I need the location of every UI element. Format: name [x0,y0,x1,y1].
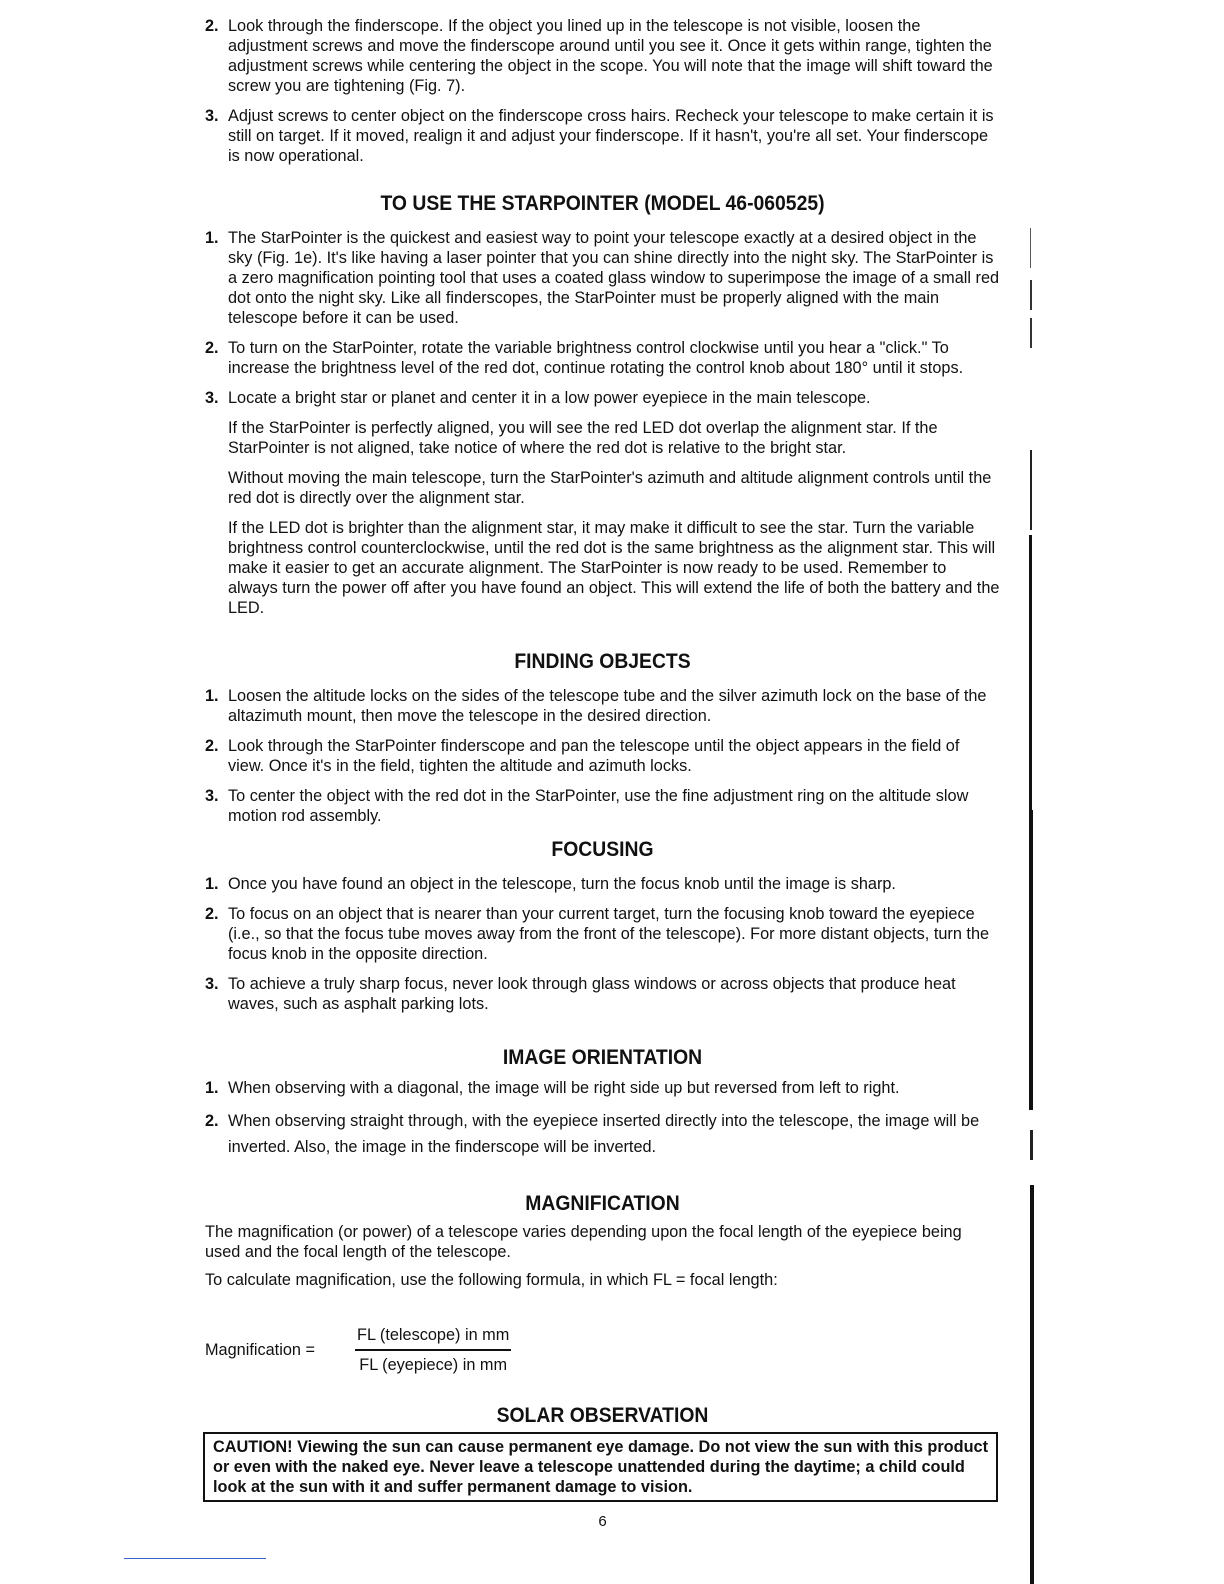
list-item [205,904,1000,964]
step-text: To focus on an object that is nearer than your current target, turn the focusing knob toward the eyepiece (i.e., so that the focus tube moves away from the front of the telescope). For more distant objects, turn the focus knob in the opposite direction. [228,905,990,963]
step-text: Once you have found an object in the telescope, turn the focus knob until the image is sharp. [228,875,896,893]
list-item [205,786,1000,826]
section-heading-solar-observation: SOLAR OBSERVATION [496,1403,709,1427]
list-item [205,736,1000,776]
footnote-rule [124,1558,266,1559]
list-item [205,16,1000,96]
caution-box: CAUTION! Viewing the sun can cause permanent eye damage. Do not view the sun with this product or even with the naked eye. Never leave a telescope unattended during the daytime; a child could look at the sun with it and suffer permanent damage to vision. [203,1432,998,1502]
step-number: 3. [205,107,219,125]
step-text: Adjust screws to center object on the finderscope cross hairs. Recheck your telescope to make certain it is still on target. If it moved, realign it and adjust your finderscope. If it hasn't, you're all set. Your finderscope is now operational. [228,107,994,165]
step-number: 1. [205,687,219,705]
body-paragraph: Without moving the main telescope, turn the StarPointer's azimuth and altitude alignment controls until the red dot is directly over the alignment star. [228,469,992,507]
formula-fraction [355,1325,511,1375]
step-text: Look through the StarPointer finderscope and pan the telescope until the object appears in the field of view. Once it's in the field, tighten the altitude and azimuth locks. [228,737,960,775]
list-item [205,874,1000,894]
magnification-section [205,1222,1000,1382]
step-text: To turn on the StarPointer, rotate the variable brightness control clockwise until you hear a "click." To increase the brightness level of the red dot, continue rotating the control knob about 180° until it stops. [228,339,964,377]
section-heading-magnification: MAGNIFICATION [525,1191,680,1215]
orientation-section [205,1078,1000,1160]
step-number: 1. [205,875,219,893]
section-heading-image-orientation: IMAGE ORIENTATION [502,1045,703,1069]
manual-page [205,16,1000,1532]
section-heading-focusing: FOCUSING [551,837,654,861]
body-paragraph: If the StarPointer is perfectly aligned, you will see the red LED dot overlap the alignment star. If the StarPointer is not aligned, take notice of where the red dot is relative to the bright star. [228,419,938,457]
list-item [205,338,1000,378]
list-item [205,228,1000,328]
step-text: Locate a bright star or planet and center it in a low power eyepiece in the main telescope. [228,389,871,407]
magnification-formula [205,1318,1000,1382]
step-number: 2. [205,339,219,357]
step-text: Loosen the altitude locks on the sides of the telescope tube and the silver azimuth lock on the base of the altazimuth mount, then move the telescope in the desired direction. [228,687,987,725]
formula-label: Magnification = [205,1341,315,1359]
step-number: 1. [205,1079,219,1097]
step-text: When observing straight through, with the eyepiece inserted directly into the telescope, the image will be inverted. Also, the image in the finderscope will be inverted. [228,1112,980,1156]
list-item [205,974,1000,1014]
body-paragraph: To calculate magnification, use the following formula, in which FL = focal length: [205,1271,778,1289]
step-text: To center the object with the red dot in the StarPointer, use the fine adjustment ring on the altitude slow motion rod assembly. [228,787,969,825]
body-paragraph: If the LED dot is brighter than the alignment star, it may make it difficult to see the star. Turn the variable brightness control counterclockwise, until the red dot is the same brightness as the alignment star. This will make it easier to get an accurate alignment. The StarPointer is now ready to be used. Remember to always turn the power off after you have found an object. This will extend the life of both the battery and the LED. [228,519,1000,617]
step-number: 2. [205,17,219,35]
list-item [205,686,1000,726]
scan-edge-mark [1021,0,1037,1584]
step-text: To achieve a truly sharp focus, never look through glass windows or across objects that produce heat waves, such as asphalt parking lots. [228,975,956,1013]
step-number: 2. [205,1112,219,1130]
step-number: 3. [205,787,219,805]
list-item [205,1108,1000,1160]
list-item [205,388,1000,408]
step-text: The StarPointer is the quickest and easiest way to point your telescope exactly at a desired object in the sky (Fig. 1e). It's like having a laser pointer that you can shine directly into the night sky. The StarPointer is a zero magnification pointing tool that uses a coated glass window to superimpose the image of a small red dot onto the night sky. Like all finderscopes, the StarPointer must be properly aligned with the main telescope before it can be used. [228,229,1000,327]
step-text: When observing with a diagonal, the image will be right side up but reversed from left to right. [228,1079,900,1097]
step-number: 3. [205,975,219,993]
step-text: Look through the finderscope. If the object you lined up in the telescope is not visible, loosen the adjustment screws and move the finderscope around until you see it. Once it gets within range, tighten the adjustment screws while centering the object in the scope. You will note that the image will shift toward the screw you are tightening (Fig. 7). [228,17,993,95]
page-number: 6 [598,1513,607,1530]
formula-numerator: FL (telescope) in mm [355,1325,511,1351]
list-item [205,106,1000,166]
body-paragraph: The magnification (or power) of a telescope varies depending upon the focal length of the eyepiece being used and the focal length of the telescope. [205,1223,962,1261]
step-number: 2. [205,737,219,755]
step-number: 1. [205,229,219,247]
step-number: 2. [205,905,219,923]
finding-section [205,686,1000,826]
formula-denominator: FL (eyepiece) in mm [359,1356,508,1374]
intro-steps [205,16,1000,166]
section-heading-starpointer: TO USE THE STARPOINTER (MODEL 46-060525) [380,191,825,215]
step-number: 3. [205,389,219,407]
focusing-section [205,874,1000,1014]
section-heading-finding-objects: FINDING OBJECTS [514,649,691,673]
list-item [205,1078,1000,1098]
starpointer-section [205,228,1000,618]
